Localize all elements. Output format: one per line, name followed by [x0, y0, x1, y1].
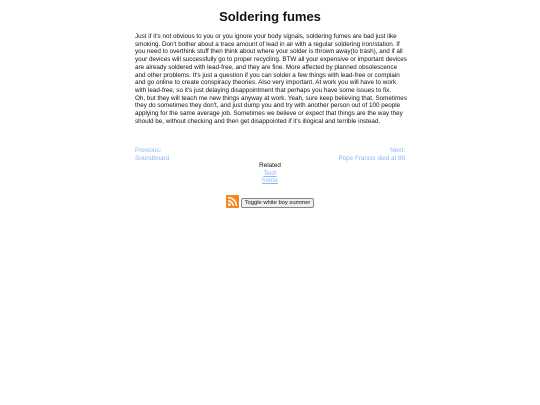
article-paragraph: Oh, but they will teach me new things anyway at work. Yeah, sure keep believing that. Sometimes they do sometimes they don't, and just dump you and try with another person out of 100 people applying for the same average job. Sometimes we believe or expect that things are the way they should be, without checking and then get disappointed if it's illogical and terrible instead. — [135, 94, 407, 125]
related-section — [0, 162, 540, 185]
article-paragraph: Just if it's not obvious to you or you ignore your body signals, soldering fumes are bad just like smoking. Don't bother about a trace amount of lead in air with a regular soldering iron/station. If you need to overthink stuff then think about where your solder is thrown away(to trash), and if all your devices will successfully go to proper recycling. BTW all your expensive or important devices are already soldered with lead-free, and they are fine. More affected by planned obsolescence and other problems. It's just a question if you can solder a few things with lead-free or complain and go online to create conspiracy theories. Also very important. At work you will have to work with lead-free, so it's just delaying disappointment that perhaps you have some issues to fix. — [135, 33, 407, 94]
previous-label: Previous: — [135, 147, 162, 154]
previous-post-link[interactable] — [135, 147, 169, 162]
article-body — [135, 33, 407, 125]
next-title: Pope Francis died at 88 — [338, 154, 405, 162]
toggle-theme-button[interactable]: Toggle white boy summer — [241, 198, 315, 208]
previous-title: Soundboard — [135, 154, 170, 162]
related-link-tech[interactable]: Tech — [263, 169, 277, 177]
rss-feed-icon — [226, 195, 239, 208]
footer — [0, 192, 540, 208]
related-heading: Related — [259, 162, 281, 169]
next-label: Next: — [390, 147, 405, 154]
page-title: Soldering fumes — [219, 9, 321, 24]
next-post-link[interactable] — [338, 147, 405, 162]
rss-feed-link[interactable] — [226, 195, 239, 208]
related-link-home[interactable]: home — [262, 177, 278, 185]
